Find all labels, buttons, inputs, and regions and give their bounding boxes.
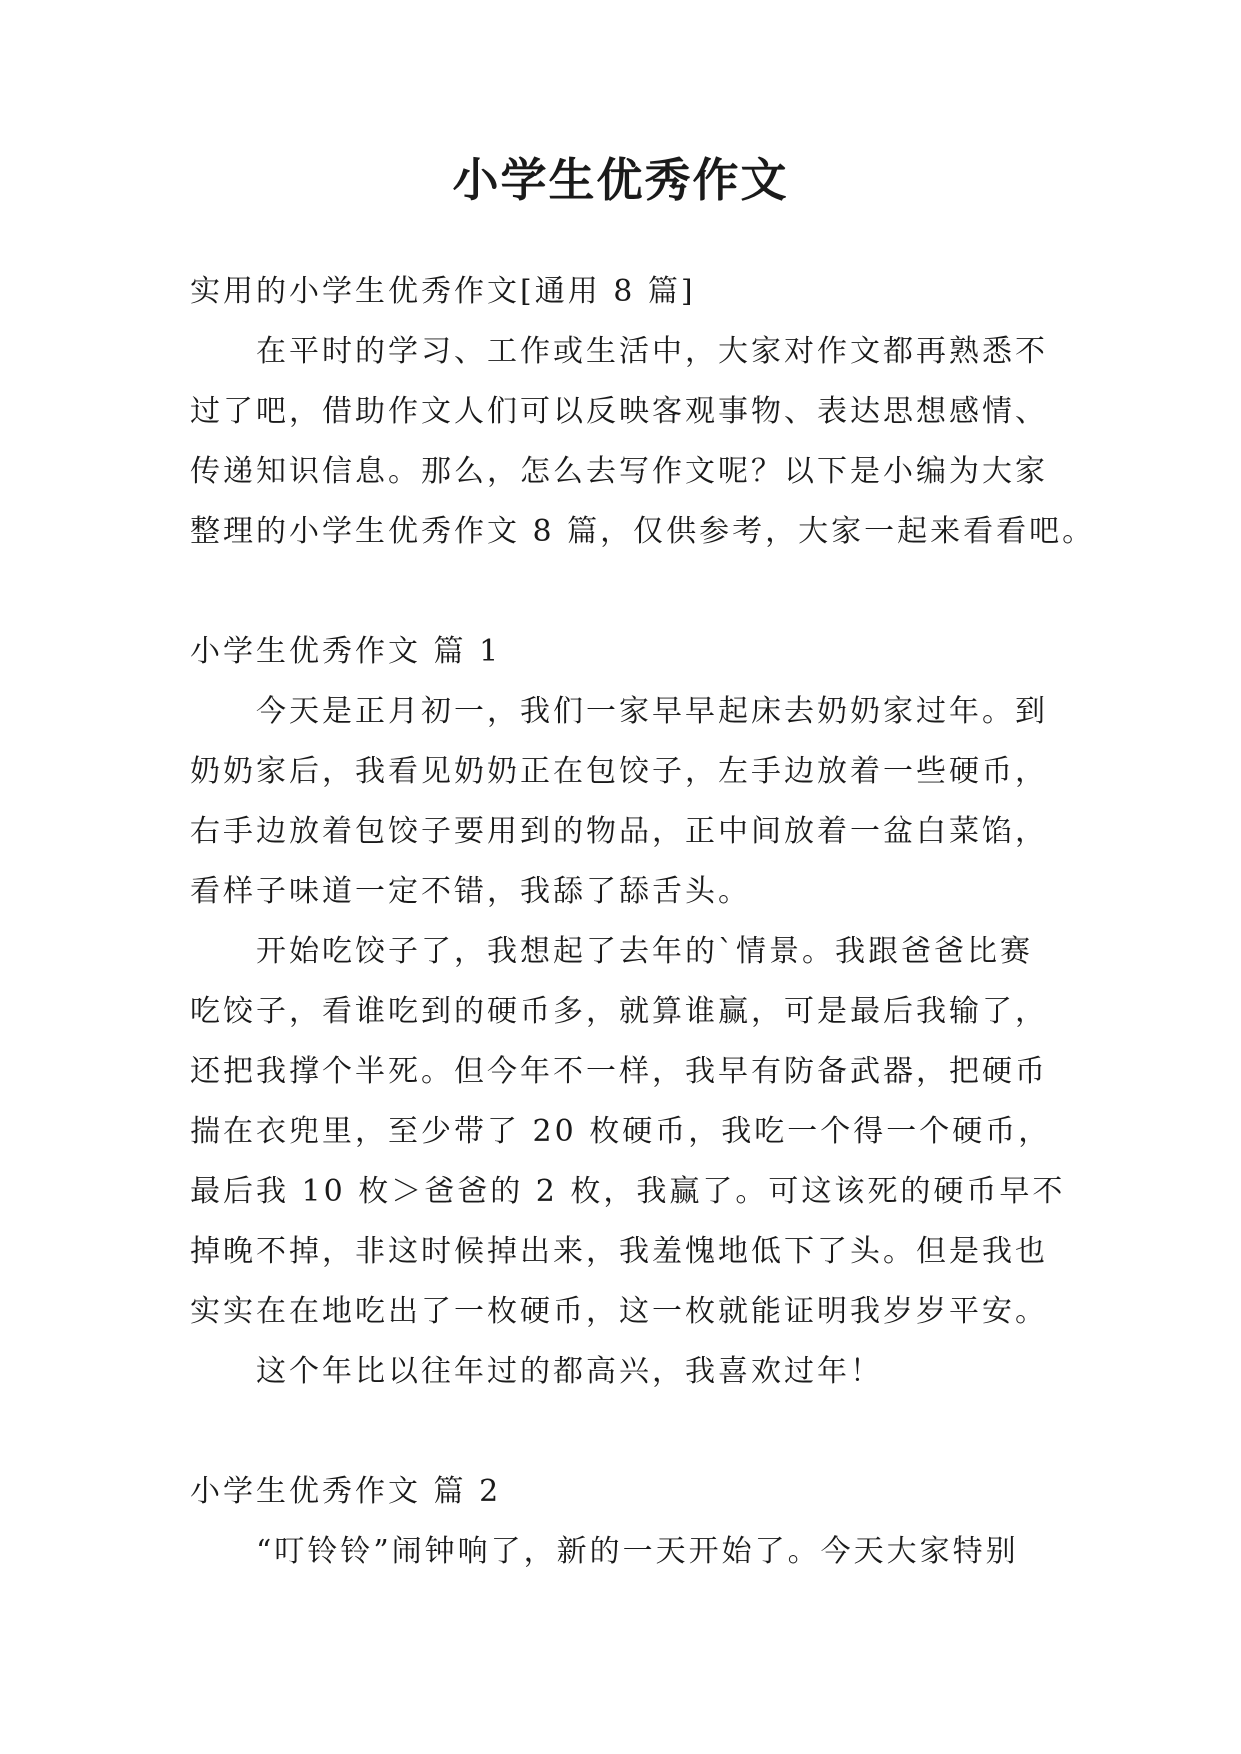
paragraph-line: 最后我 10 枚＞爸爸的 2 枚，我赢了。可这该死的硬币早不 — [190, 1174, 1066, 1209]
essay-paragraph — [190, 922, 1070, 1342]
document-subtitle: 实用的小学生优秀作文[通用 8 篇] — [190, 274, 696, 309]
essay-paragraph — [190, 1522, 1070, 1582]
essay-section-2 — [190, 1462, 1070, 1582]
paragraph-line: 过了吧，借助作文人们可以反映客观事物、表达思想感情、 — [190, 394, 1048, 429]
paragraph-line: 这个年比以往年过的都高兴，我喜欢过年！ — [256, 1354, 883, 1389]
paragraph-line: 在平时的学习、工作或生活中，大家对作文都再熟悉不 — [256, 334, 1048, 369]
paragraph-line: 看样子味道一定不错，我舔了舔舌头。 — [190, 874, 751, 909]
paragraph-line: 传递知识信息。那么，怎么去写作文呢？以下是小编为大家 — [190, 454, 1048, 489]
paragraph-line: 整理的小学生优秀作文 8 篇，仅供参考，大家一起来看看吧。 — [190, 514, 1096, 549]
section-spacer — [190, 562, 1070, 622]
document-title: 小学生优秀作文 — [452, 153, 789, 207]
paragraph-line: 今天是正月初一，我们一家早早起床去奶奶家过年。到 — [256, 694, 1048, 729]
paragraph-line: 奶奶家后，我看见奶奶正在包饺子，左手边放着一些硬币， — [190, 754, 1048, 789]
essay-paragraph — [190, 1342, 1070, 1402]
paragraph-line: 开始吃饺子了，我想起了去年的`情景。我跟爸爸比赛 — [256, 934, 1033, 969]
section-spacer — [190, 1402, 1070, 1462]
paragraph-line: 吃饺子，看谁吃到的硬币多，就算谁赢，可是最后我输了， — [190, 994, 1048, 1029]
intro-paragraph — [190, 322, 1096, 562]
section-heading: 小学生优秀作文 篇 1 — [190, 634, 502, 669]
document-body — [190, 262, 1096, 1582]
paragraph-line: 揣在衣兜里，至少带了 20 枚硬币，我吃一个得一个硬币， — [190, 1114, 1052, 1149]
essay-section-1 — [190, 622, 1070, 1402]
paragraph-line: 掉晚不掉，非这时候掉出来，我羞愧地低下了头。但是我也 — [190, 1234, 1048, 1269]
paragraph-line: 实实在在地吃出了一枚硬币，这一枚就能证明我岁岁平安。 — [190, 1294, 1048, 1329]
paragraph-line: 右手边放着包饺子要用到的物品，正中间放着一盆白菜馅， — [190, 814, 1048, 849]
essay-paragraph — [190, 682, 1070, 922]
paragraph-line: “叮铃铃”闹钟响了，新的一天开始了。今天大家特别 — [256, 1534, 1019, 1569]
section-heading: 小学生优秀作文 篇 2 — [190, 1474, 502, 1509]
paragraph-line: 还把我撑个半死。但今年不一样，我早有防备武器，把硬币 — [190, 1054, 1048, 1089]
